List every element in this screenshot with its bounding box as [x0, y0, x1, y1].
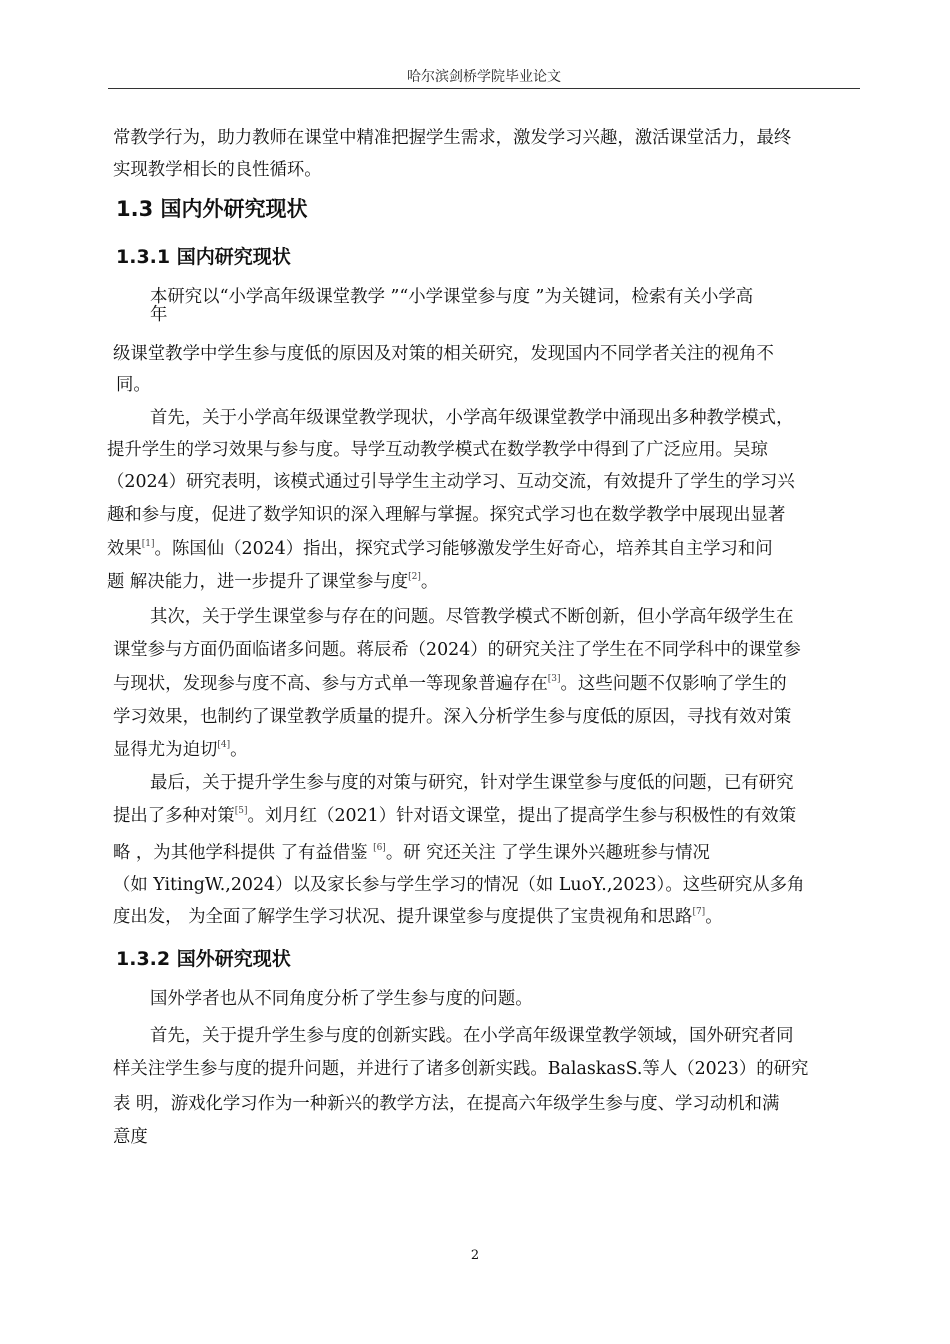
text-line: 学习效果，也制约了课堂教学质量的提升。深入分析学生参与度低的原因，寻找有效对策	[113, 707, 792, 727]
text-run: 。刘月红（2021）针对语文课堂，提出了提高学生参与积极性的有效策	[247, 806, 797, 826]
citation-ref: [1]	[141, 539, 155, 549]
text-line: 首先，关于小学高年级课堂教学现状，小学高年级课堂教学中涌现出多种教学模式，	[150, 408, 794, 428]
text-line	[107, 570, 438, 594]
text-line: 样关注学生参与度的提升问题，并进行了诸多创新实践。BalaskasS.等人（2023）的研究	[113, 1059, 809, 1079]
text-line	[113, 905, 723, 929]
text-line: 同。	[116, 375, 151, 395]
header-rule	[108, 88, 860, 89]
text-line: 最后，关于提升学生参与度的对策与研究，针对学生课堂参与度低的问题，已有研究	[150, 773, 794, 793]
text-line: （如 YitingW.,2024）以及家长参与学生学习的情况（如 LuoY.,2023）。这些研究从多角	[113, 875, 805, 895]
text-line: 提升学生的学习效果与参与度。导学互动教学模式在数学教学中得到了广泛应用。吴琼	[107, 440, 768, 460]
text-line: 常教学行为，助力教师在课堂中精准把握学生需求，激发学习兴趣，激活课堂活力，最终	[113, 128, 792, 148]
text-run: 。	[420, 572, 439, 592]
text-line: （2024）研究表明，该模式通过引导学生主动学习、互动交流，有效提升了学生的学习兴	[107, 472, 795, 492]
text-line	[113, 804, 796, 828]
citation-ref: [7]	[692, 907, 706, 917]
page-number: 2	[470, 1248, 480, 1263]
text-line: 趣和参与度，促进了数学知识的深入理解与掌握。探究式学习也在数学教学中展现出显著	[107, 505, 786, 525]
subsection-heading-1-3-1: 1.3.1 国内研究现状	[116, 246, 291, 268]
subsection-heading-1-3-2: 1.3.2 国外研究现状	[116, 948, 291, 970]
text-run: 。研 究还关注 了学生课外兴趣班参与情况	[385, 843, 710, 863]
text-run: 。陈国仙（2024）指出，探究式学习能够激发学生好奇心，培养其自主学习和问	[154, 539, 773, 559]
text-run: 效果	[107, 539, 142, 559]
text-line: 其次，关于学生课堂参与存在的问题。尽管教学模式不断创新，但小学高年级学生在	[150, 607, 794, 627]
citation-ref: [3]	[547, 674, 561, 684]
text-line	[107, 537, 773, 561]
text-line: 级课堂教学中学生参与度低的原因及对策的相关研究，发现国内不同学者关注的视角不	[113, 344, 774, 364]
running-header: 哈尔滨剑桥学院毕业论文	[407, 69, 561, 85]
citation-ref: [4]	[217, 740, 231, 750]
text-line: 本研究以“小学高年级课堂教学 ”“小学课堂参与度 ”为关键词，检索有关小学高	[150, 287, 754, 307]
text-run: 显得尤为迫切	[113, 740, 218, 760]
section-heading-1-3: 1.3 国内外研究现状	[116, 197, 308, 221]
text-run: 。	[230, 740, 248, 760]
text-line: 实现教学相长的良性循环。	[113, 160, 322, 180]
text-run: 提出了多种对策	[113, 806, 235, 826]
text-line	[113, 738, 248, 762]
text-run: 。这些问题不仅影响了学生的	[560, 674, 787, 694]
text-run: 与现状，发现参与度不高、参与方式单一等现象普遍存在	[113, 674, 548, 694]
text-line: 国外学者也从不同角度分析了学生参与度的问题。	[150, 989, 533, 1009]
text-run: 略 ，为其他学科提供 了有益借鉴	[113, 843, 374, 863]
citation-ref: [2]	[408, 572, 421, 582]
citation-ref: [5]	[234, 806, 248, 816]
text-run: 题 解决能力，进一步提升了课堂参与度	[107, 572, 409, 592]
text-line	[113, 672, 787, 696]
citation-ref: [6]	[373, 843, 386, 853]
text-line: 表 明，游戏化学习作为一种新兴的教学方法，在提高六年级学生参与度、学习动机和满	[113, 1094, 780, 1114]
text-run: 。	[705, 907, 723, 927]
text-line	[113, 841, 710, 865]
text-line: 课堂参与方面仍面临诸多问题。蒋辰希（2024）的研究关注了学生在不同学科中的课堂参	[113, 640, 801, 660]
text-run: 度出发， 为全面了解学生学习状况、提升课堂参与度提供了宝贵视角和思路	[113, 907, 693, 927]
text-line: 首先，关于提升学生参与度的创新实践。在小学高年级课堂教学领域，国外研究者同	[150, 1026, 794, 1046]
text-line: 意度	[113, 1127, 148, 1147]
text-line: 年	[150, 305, 168, 325]
